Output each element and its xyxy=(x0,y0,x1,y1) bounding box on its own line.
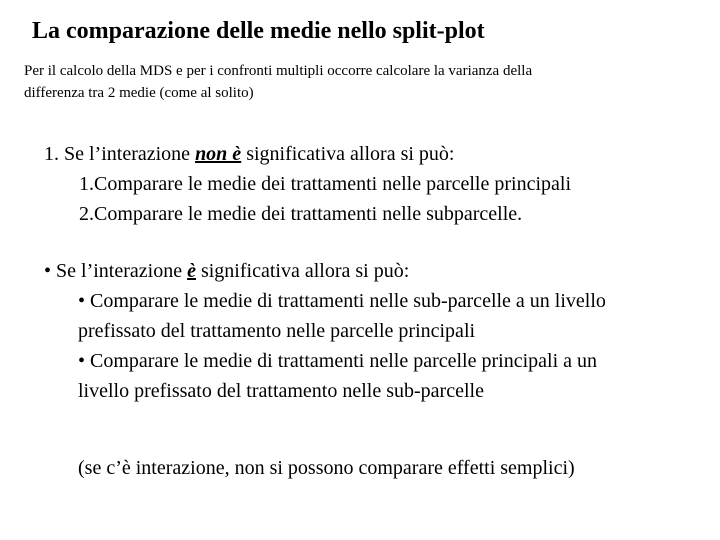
list-item: • Comparare le medie di trattamenti nelle parcelle principali a un xyxy=(78,350,598,372)
case-interaction-significant xyxy=(44,256,606,406)
heading-text-before: Se l’interazione xyxy=(56,260,188,282)
heading-text-before: Se l’interazione xyxy=(64,143,196,165)
footnote: (se c’è interazione, non si possono comparare effetti semplici) xyxy=(78,457,575,479)
intro-paragraph xyxy=(24,60,694,104)
list-item: livello prefissato del trattamento nelle sub-parcelle xyxy=(78,380,484,402)
bullet-marker: • xyxy=(44,260,52,282)
slide-title: La comparazione delle medie nello split-plot xyxy=(32,18,485,44)
list-marker: 1. xyxy=(44,143,59,165)
case-heading xyxy=(44,139,571,169)
list-item: 1.Comparare le medie dei trattamenti nelle parcelle principali xyxy=(79,173,572,195)
list-item: • Comparare le medie di trattamenti nelle sub-parcelle a un livello xyxy=(78,290,606,312)
intro-line-1: Per il calcolo della MDS e per i confronti multipli occorre calcolare la varianza della xyxy=(24,63,533,79)
heading-text-after: significativa allora si può: xyxy=(241,143,455,165)
heading-emphasis: non è xyxy=(195,143,242,165)
heading-emphasis: è xyxy=(187,260,196,282)
case-interaction-not-significant xyxy=(44,139,571,229)
intro-line-2: differenza tra 2 medie (come al solito) xyxy=(24,85,254,101)
list-item: prefissato del trattamento nelle parcelle principali xyxy=(78,320,476,342)
heading-text-after: significativa allora si può: xyxy=(195,260,410,282)
list-item: 2.Comparare le medie dei trattamenti nelle subparcelle. xyxy=(79,203,523,225)
case-heading xyxy=(44,256,606,286)
